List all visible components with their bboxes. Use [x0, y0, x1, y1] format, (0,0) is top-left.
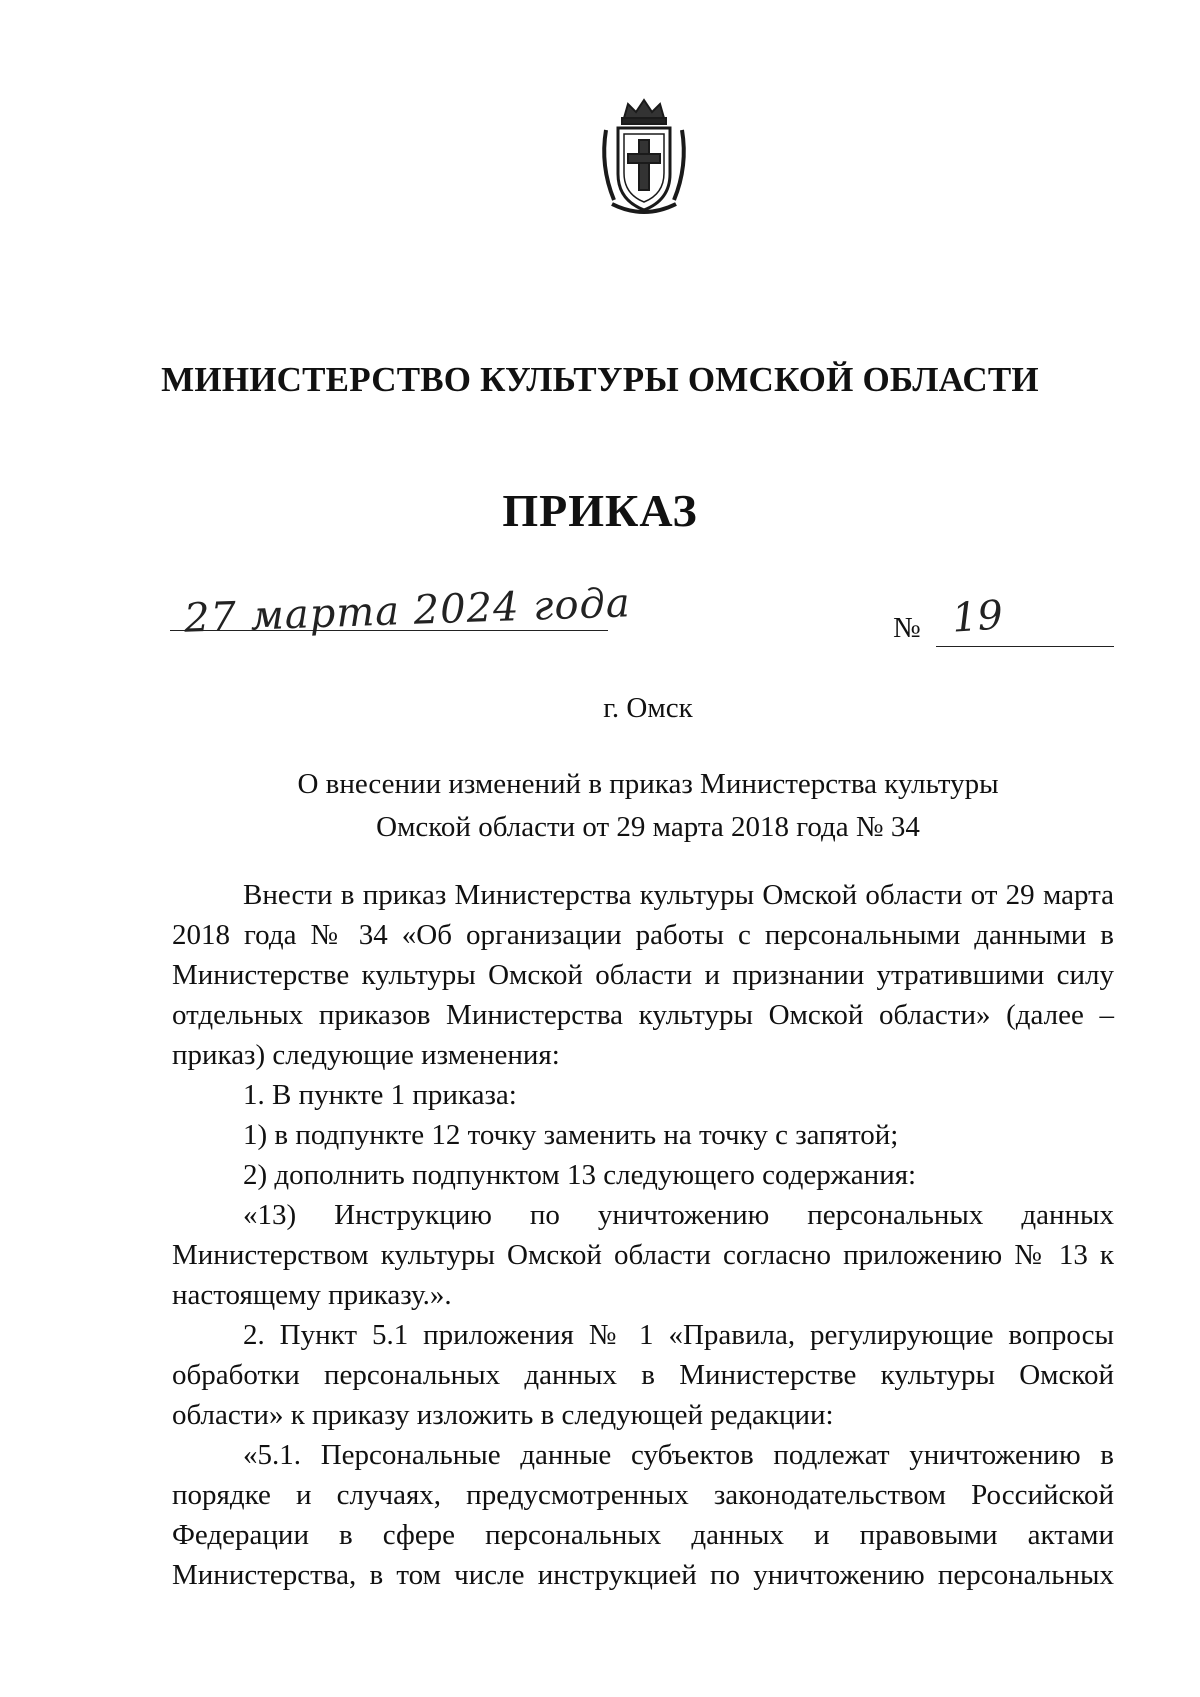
- number-label: №: [893, 612, 921, 644]
- paragraph-2: 1. В пункте 1 приказа:: [243, 1079, 517, 1111]
- paragraph-7: «5.1. Персональные данные субъектов подлежат уничтожению в порядке и случаях, предусмотренных законодательством Российской Федерации в сфере персональных данных и правовыми актами Министерства, в том числе инструкцией по уничтожению персональных: [172, 1439, 1114, 1591]
- handwritten-date: 27 марта 2024 года: [183, 580, 632, 642]
- document-subject: [0, 763, 1200, 849]
- city: г. Омск: [603, 692, 693, 724]
- subject-line-2: Омской области от 29 марта 2018 года № 34: [376, 811, 920, 843]
- paragraph-3: 1) в подпункте 12 точку заменить на точку с запятой;: [243, 1119, 899, 1151]
- paragraph-6: 2. Пункт 5.1 приложения № 1 «Правила, регулирующие вопросы обработки персональных данных в Министерстве культуры Омской области» к приказу изложить в следующей редакции:: [172, 1319, 1114, 1431]
- date-underline: [170, 630, 608, 631]
- document-body: [172, 875, 1114, 1595]
- subject-line-1: О внесении изменений в приказ Министерства культуры: [297, 768, 999, 800]
- paragraph-5: «13) Инструкцию по уничтожению персональных данных Министерством культуры Омской области согласно приложению № 13 к настоящему приказу.».: [172, 1199, 1114, 1311]
- handwritten-number: 19: [950, 592, 1005, 642]
- ministry-name: МИНИСТЕРСТВО КУЛЬТУРЫ ОМСКОЙ ОБЛАСТИ: [161, 360, 1039, 399]
- paragraph-4: 2) дополнить подпунктом 13 следующего содержания:: [243, 1159, 917, 1191]
- coat-of-arms-icon: [594, 96, 694, 218]
- document-type: ПРИКАЗ: [502, 485, 698, 536]
- paragraph-1: Внести в приказ Министерства культуры Омской области от 29 марта 2018 года № 34 «Об организации работы с персональными данными в Министерстве культуры Омской области и признании утратившими силу отдельных приказов Министерства культуры Омской области» (далее – приказ) следующие изменения:: [172, 879, 1114, 1071]
- number-underline: [936, 646, 1114, 647]
